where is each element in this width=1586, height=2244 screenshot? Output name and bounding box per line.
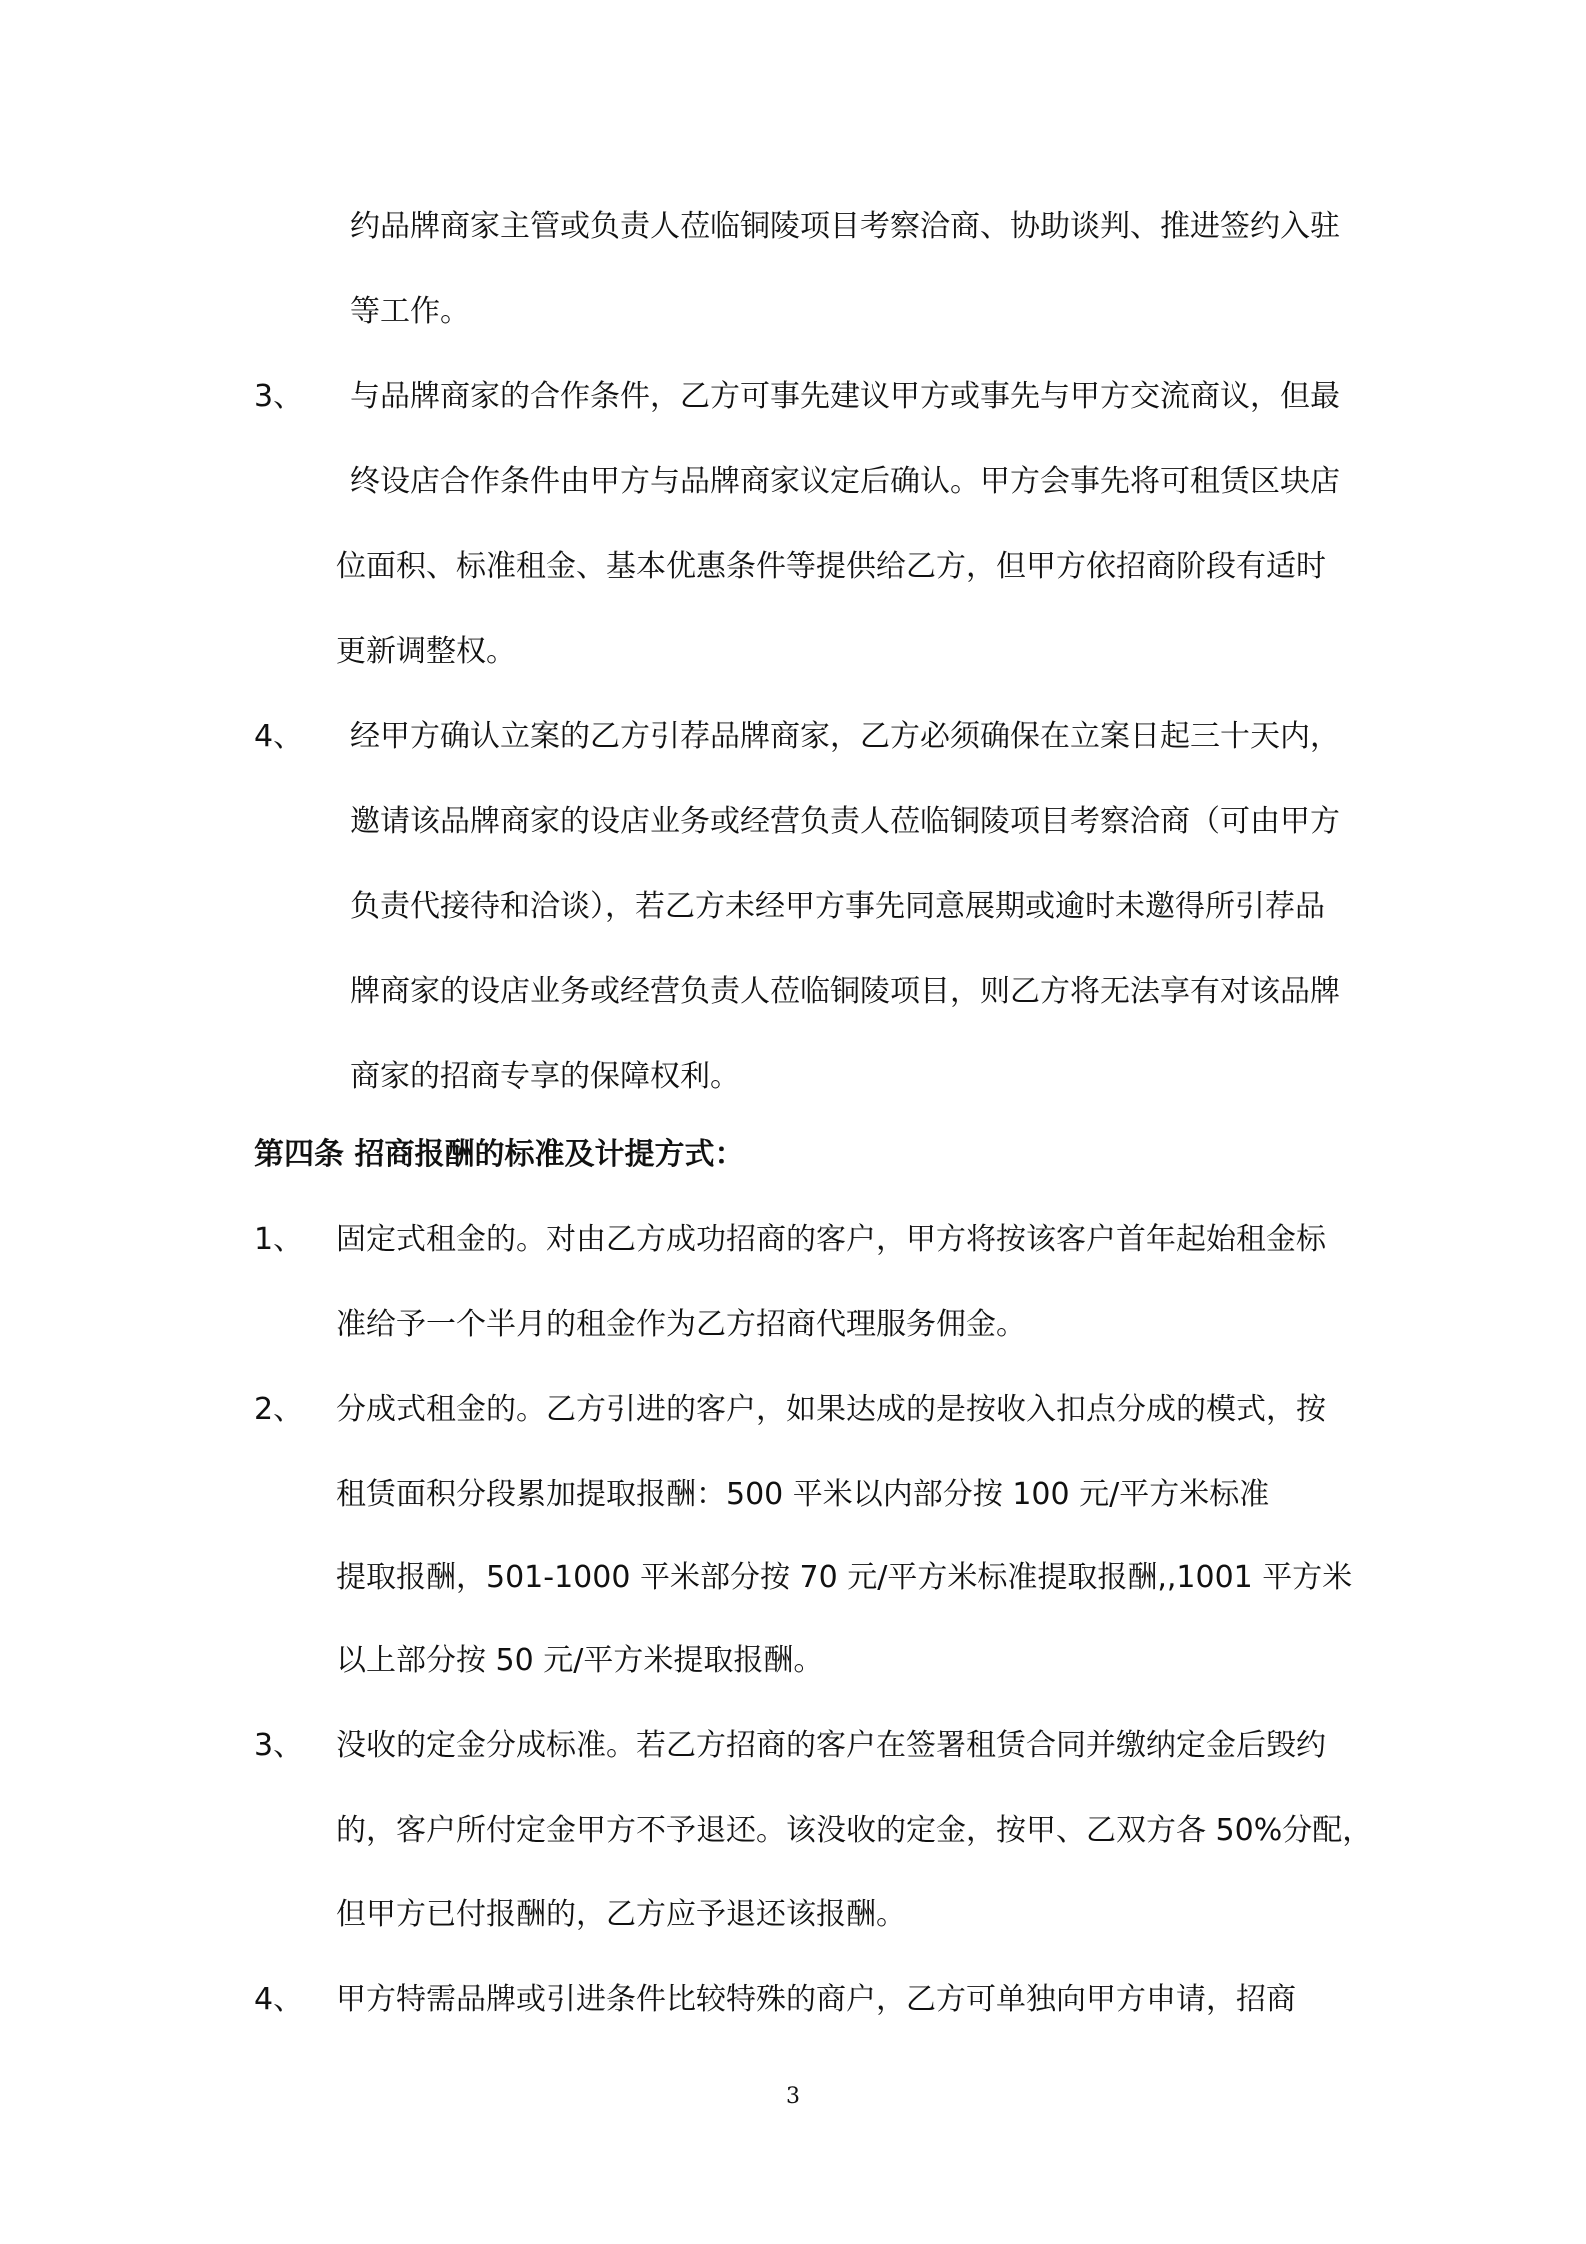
body-text-line: 分成式租金的。乙方引进的客户，如果达成的是按收入扣点分成的模式，按 [336,1392,1326,1427]
item-number: 3、 [254,1728,304,1763]
body-text-line: 租赁面积分段累加提取报酬：500 平米以内部分按 100 元/平方米标准 [336,1477,1270,1512]
body-text-line: 位面积、标准租金、基本优惠条件等提供给乙方，但甲方依招商阶段有适时 [336,549,1326,584]
item-number: 2、 [254,1392,304,1427]
body-text-line: 与品牌商家的合作条件，乙方可事先建议甲方或事先与甲方交流商议，但最 [350,379,1340,414]
body-text-line: 提取报酬，501-1000 平米部分按 70 元/平方米标准提取报酬,,1001 平方米 [336,1560,1353,1595]
body-text-line: 牌商家的设店业务或经营负责人莅临铜陵项目，则乙方将无法享有对该品牌 [350,974,1340,1009]
body-text-line: 的，客户所付定金甲方不予退还。该没收的定金，按甲、乙双方各 50%分配， [336,1813,1373,1848]
item-number: 4、 [254,719,304,754]
item-number: 1、 [254,1222,304,1257]
body-text-line: 负责代接待和洽谈），若乙方未经甲方事先同意展期或逾时未邀得所引荐品 [350,889,1325,924]
body-text-line: 更新调整权。 [336,634,516,669]
item-number: 3、 [254,379,304,414]
body-text-line: 商家的招商专享的保障权利。 [350,1059,740,1094]
body-text-line: 等工作。 [350,294,470,329]
body-text-line: 没收的定金分成标准。若乙方招商的客户在签署租赁合同并缴纳定金后毁约 [336,1728,1326,1763]
item-number: 4、 [254,1982,304,2017]
body-text-line: 约品牌商家主管或负责人莅临铜陵项目考察洽商、协助谈判、推进签约入驻 [350,209,1340,244]
body-text-line: 固定式租金的。对由乙方成功招商的客户，甲方将按该客户首年起始租金标 [336,1222,1326,1257]
page-number: 3 [786,2084,800,2109]
body-text-line: 终设店合作条件由甲方与品牌商家议定后确认。甲方会事先将可租赁区块店 [350,464,1340,499]
body-text-line: 但甲方已付报酬的，乙方应予退还该报酬。 [336,1897,906,1932]
body-text-line: 以上部分按 50 元/平方米提取报酬。 [336,1643,824,1678]
body-text-line: 准给予一个半月的租金作为乙方招商代理服务佣金。 [336,1307,1026,1342]
body-text-line: 甲方特需品牌或引进条件比较特殊的商户，乙方可单独向甲方申请，招商 [336,1982,1296,2017]
section-heading: 第四条 招商报酬的标准及计提方式： [254,1137,745,1172]
body-text-line: 经甲方确认立案的乙方引荐品牌商家，乙方必须确保在立案日起三十天内， [350,719,1340,754]
body-text-line: 邀请该品牌商家的设店业务或经营负责人莅临铜陵项目考察洽商（可由甲方 [350,804,1340,839]
